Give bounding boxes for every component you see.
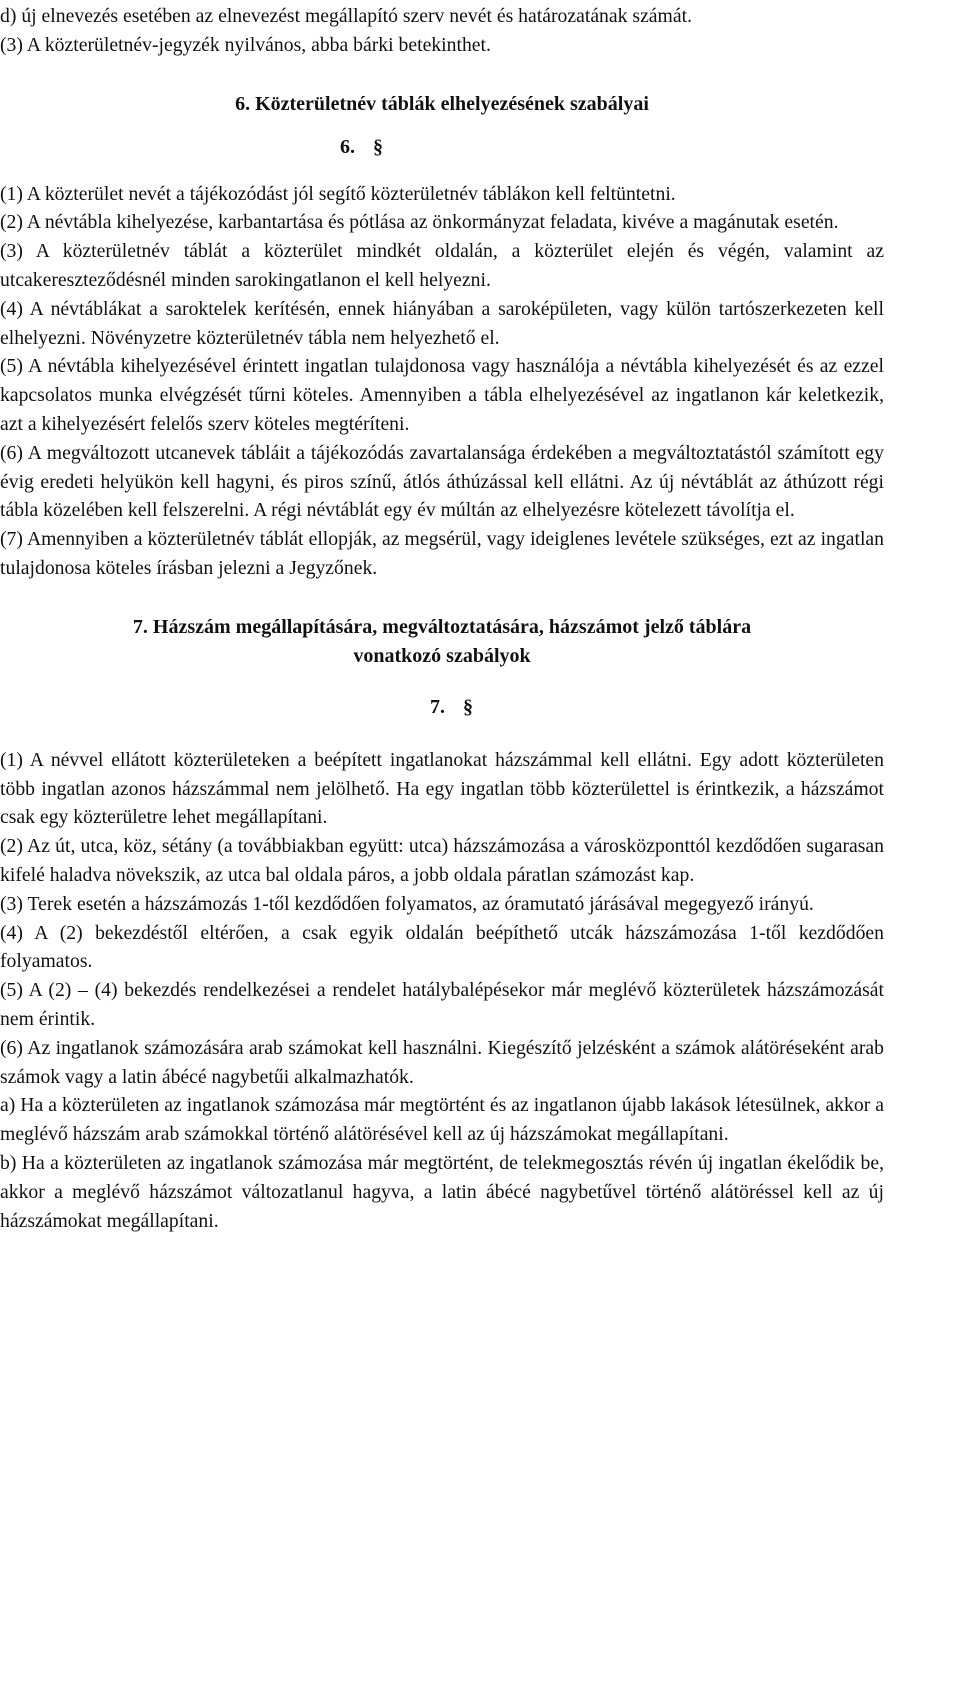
ch7-paragraph-3: (3) Terek esetén a házszámozás 1-től kezdődően folyamatos, az óramutató járásával megegyező irányú. — [0, 892, 814, 915]
section-7-number: 7. — [430, 695, 445, 718]
intro-paragraph-3: (3) A közterületnév-jegyzék nyilvános, abba bárki betekinthet. — [0, 33, 491, 56]
chapter-7-title-line-2: vonatkozó szabályok — [353, 644, 531, 667]
ch6-paragraph-2: (2) A névtábla kihelyezése, karbantartása és pótlása az önkormányzat feladata, kivéve a magánutak esetén. — [0, 211, 839, 234]
ch7-paragraph-5: (5) A (2) – (4) bekezdés rendelkezései a rendelet hatálybalépésekor már meglévő közterületek házszámozását nem érintik. — [0, 979, 884, 1030]
ch6-paragraph-4: (4) A névtáblákat a saroktelek kerítésén, ennek hiányában a saroképületen, vagy külön tartószerkezeten kell elhelyezni. Növényzetre közterületnév tábla nem helyezhető el. — [0, 297, 884, 349]
section-6-sign: § — [373, 135, 383, 158]
chapter-7-title — [0, 613, 884, 671]
ch7-item-b: b) Ha a közterületen az ingatlanok számozása már megtörtént, de telekmegosztás révén új ingatlan ékelődik be, akkor a meglévő házszámot változatlanul hagyva, a latin ábécé nagybetűvel történő alátöréssel kell az új házszámokat megállapítani. — [0, 1151, 884, 1232]
document-page — [0, 2, 960, 1703]
ch7-paragraph-4: (4) A (2) bekezdéstől eltérően, a csak egyik oldalán beépíthető utcák házszámozása 1-től kezdődően folyamatos. — [0, 921, 884, 973]
ch6-paragraph-5: (5) A névtábla kihelyezésével érintett ingatlan tulajdonosa vagy használója a névtábla kihelyezését és az ezzel kapcsolatos munka elvégzését tűrni köteles. Amennyiben a tábla elhelyezésével az ingatlanon kár keletkezik, azt a kihelyezésért felelős szerv köteles megtéríteni. — [0, 355, 884, 435]
ch7-paragraph-1: (1) A névvel ellátott közterületeken a beépített ingatlanokat házszámmal kell ellátni. Egy adott közterületen több ingatlan azonos házszámmal nem jelölhető. Ha egy ingatlan több közterülettel is érintkezik, a házszámot csak egy közterületre lehet megállapítani. — [0, 748, 884, 829]
ch6-paragraph-6: (6) A megváltozott utcanevek tábláit a tájékozódás zavartalansága érdekében a megváltoztatástól számított egy évig eredeti helyükön kell hagyni, és piros színű, átlós áthúzással kell ellátni. Az új névtáblát az áthúzott régi tábla közelében kell felszerelni. A régi névtáblát egy év múltán az elhelyezésre kötelezett távolítja el. — [0, 441, 884, 522]
section-7-sign: § — [463, 695, 473, 718]
ch7-item-a: a) Ha a közterületen az ingatlanok számozása már megtörtént és az ingatlanon újabb lakások létesülnek, akkor a meglévő házszám arab számokkal történő alátörésével kell az új házszámokat megállapítani. — [0, 1094, 884, 1146]
ch7-paragraph-2: (2) Az út, utca, köz, sétány (a továbbiakban együtt: utca) házszámozása a városközponttól kezdődően sugarasan kifelé haladva növekszik, az utca bal oldala páros, a jobb oldala páratlan számozást kap. — [0, 835, 884, 886]
intro-item-d: d) új elnevezés esetében az elnevezést megállapító szerv nevét és határozatának számát. — [0, 5, 692, 27]
section-6-number: 6. — [340, 135, 355, 158]
chapter-6-title: 6. Közterületnév táblák elhelyezésének szabályai — [235, 92, 649, 115]
ch6-paragraph-3: (3) A közterületnév táblát a közterület mindkét oldalán, a közterület elején és végén, valamint az utcakereszteződésnél minden sarokingatlanon el kell helyezni. — [0, 240, 884, 291]
chapter-7-title-line-1: 7. Házszám megállapítására, megváltoztatására, házszámot jelző táblára — [132, 615, 752, 638]
ch6-paragraph-7: (7) Amennyiben a közterületnév táblát ellopják, az megsérül, vagy ideiglenes levétele szükséges, ezt az ingatlan tulajdonosa köteles írásban jelezni a Jegyzőnek. — [0, 528, 884, 579]
ch7-paragraph-6: (6) Az ingatlanok számozására arab számokat kell használni. Kiegészítő jelzésként a számok alátöréseként arab számok vagy a latin ábécé nagybetűi alkalmazhatók. — [0, 1036, 884, 1088]
section-6-heading — [0, 133, 884, 162]
ch6-paragraph-1: (1) A közterület nevét a tájékozódást jól segítő közterületnév táblákon kell feltüntetni. — [0, 182, 676, 205]
section-7-heading — [0, 693, 884, 722]
